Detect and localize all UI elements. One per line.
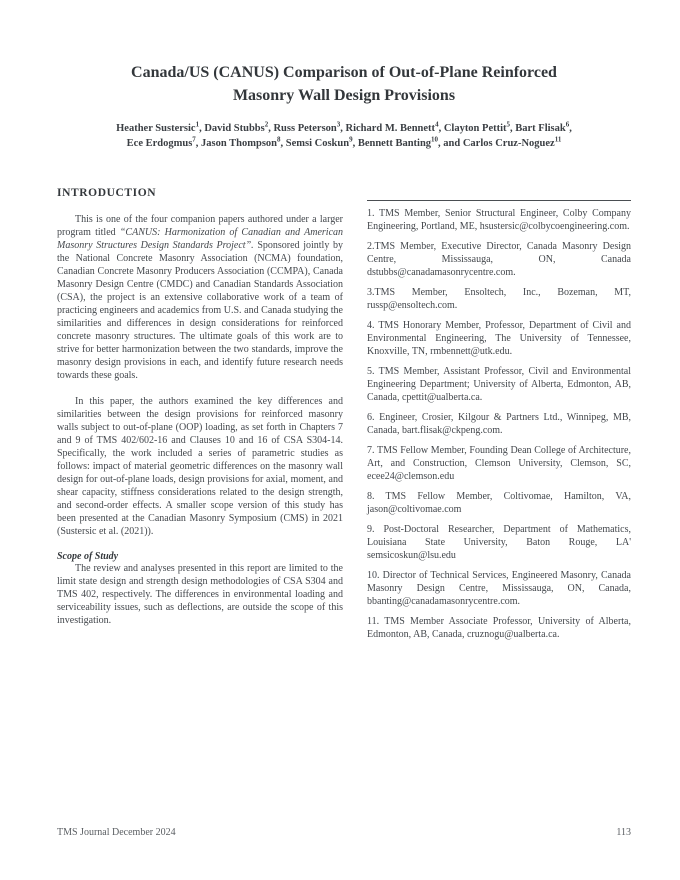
author: Clayton Pettit$^5$, xyxy=(443,120,516,135)
scope-of-study-heading: Scope of Study xyxy=(57,551,119,563)
introduction-heading: INTRODUCTION xyxy=(57,187,157,200)
authors-line1 xyxy=(57,122,631,136)
author: Heather Sustersic$^1$, xyxy=(116,120,205,135)
footnote-item: 7. TMS Fellow Member, Founding Dean College of Architecture, Art, and Construction, Clemson University, Clemson, SC, ecee24@clemson.edu xyxy=(367,445,631,483)
author: David Stubbs$^2$, xyxy=(204,120,274,135)
right-column xyxy=(367,187,631,648)
author: Jason Thompson$^8$, xyxy=(201,135,286,149)
footnote-item: 11. TMS Member Associate Professor, University of Alberta, Edmonton, AB, Canada, cruznogu@ualberta.ca. xyxy=(367,616,631,641)
footnote-item: 10. Director of Technical Services, Engineered Masonry, Canada Masonry Design Centre, Mississauga, ON, Canada, bbanting@canadamasonrycentre.com. xyxy=(367,570,631,608)
author: Bennett Banting$^{10}$, xyxy=(357,135,444,149)
paper-title-line2: Masonry Wall Design Provisions xyxy=(232,86,456,104)
intro-p1-after: Sponsored jointly by the National Concrete Masonry Association (NCMA) foundation, Canadian Concrete Masonry Producers Association (CCMPA), Canada Masonry Design Centre (CMDC) and Canadian Standards Association (CSA), the project is an extensive collaborative work of a team of practicing engineers and academics from U.S. and Canada studying the similarities and differences in design considerations for reinforced concrete masonry structures. The ultimate goals of this work are to strive for better harmonization between the two standards, improve the masonry design provisions in each, and identify future research needs towards these goals. xyxy=(57,240,343,382)
footnote-item: 6. Engineer, Crosier, Kilgour & Partners Ltd., Winnipeg, MB, Canada, bart.flisak@ckpeng.com. xyxy=(367,412,631,437)
journal-footer-text: TMS Journal December 2024 xyxy=(57,827,176,838)
footnote-item: 2.TMS Member, Executive Director, Canada Masonry Design Centre, Mississauga, ON, Canada dstubbs@canadamasonrycentre.com. xyxy=(367,241,631,279)
paper-title-line1: Canada/US (CANUS) Comparison of Out-of-Plane Reinforced xyxy=(131,64,557,81)
author: Bart Flisak$^6$, xyxy=(515,120,572,135)
footnote-item: 9. Post-Doctoral Researcher, Department of Mathematics, Louisiana State University, Baton Rouge, LA' semsicoskun@lsu.edu xyxy=(367,524,631,562)
intro-p1-before: This is one of the four companion papers authored under a larger program titled xyxy=(57,214,343,239)
footnotes xyxy=(367,207,631,641)
page-footer xyxy=(57,827,631,838)
authors-line2 xyxy=(57,137,631,151)
author: Russ Peterson$^3$, xyxy=(273,120,346,135)
introduction-paragraph-2: In this paper, the authors examined the key differences and similarities between the design provisions for reinforced masonry walls subject to out-of-plane (OOP) loading, as set forth in Chapters 7 and 9 of TMS 402/602-16 and Clauses 10 and 16 of CSA S304-14. Specifically, the work included a series of parametric studies as follows: impact of material geometric differences on the masonry wall design for out-of-plane loads, design provisions for axial, moment, and shear capacity, stiffness considerations related to the design strength, and second-order effects. A smaller scope version of this study has been presented at the Canadian Masonry Symposium (CMS) in 2021 (Sustersic et al. (2021)). xyxy=(57,396,343,538)
footnote-item: 5. TMS Member, Assistant Professor, Civil and Environmental Engineering Department; University of Alberta, Edmonton, AB, Canada, cpettit@ualberta.ca. xyxy=(367,366,631,404)
left-column xyxy=(57,187,343,648)
paper-title xyxy=(67,62,621,107)
author-list xyxy=(57,122,631,151)
footnote-item: 1. TMS Member, Senior Structural Engineer, Colby Company Engineering, Portland, ME, hsustersic@colbycoengineering.com. xyxy=(367,208,631,233)
page-number: 113 xyxy=(616,827,631,838)
footnote-item: 3.TMS Member, Ensoltech, Inc., Bozeman, MT, russp@ensoltech.com. xyxy=(367,287,631,312)
footnote-item: 4. TMS Honorary Member, Professor, Department of Civil and Environmental Engineering, The University of Tennessee, Knoxville, TN, rmbennett@utk.edu. xyxy=(367,320,631,358)
footnote-item: 8. TMS Fellow Member, Coltivomae, Hamilton, VA, jason@coltivomae.com xyxy=(367,491,631,516)
footnote-separator-rule xyxy=(367,200,631,201)
author: Semsi Coskun$^9$, xyxy=(285,135,358,149)
two-column-body xyxy=(57,187,631,648)
author: Richard M. Bennett$^4$, xyxy=(345,120,444,135)
introduction-paragraph-1 xyxy=(57,213,343,382)
author: Ece Erdogmus$^7$, xyxy=(126,135,202,149)
author: and Carlos Cruz-Noguez$^{11}$ xyxy=(443,135,562,149)
scope-of-study-paragraph: The review and analyses presented in this report are limited to the limit state design and strength design methodologies of CSA S304 and TMS 402, respectively. The differences in environmental loading and serviceability issues, such as deflections, are outside the scope of this investigation. xyxy=(57,563,343,627)
intro-p1-program-title: “CANUS: Harmonization of Canadian and American Masonry Structures Design Standards Project”. xyxy=(57,227,344,252)
